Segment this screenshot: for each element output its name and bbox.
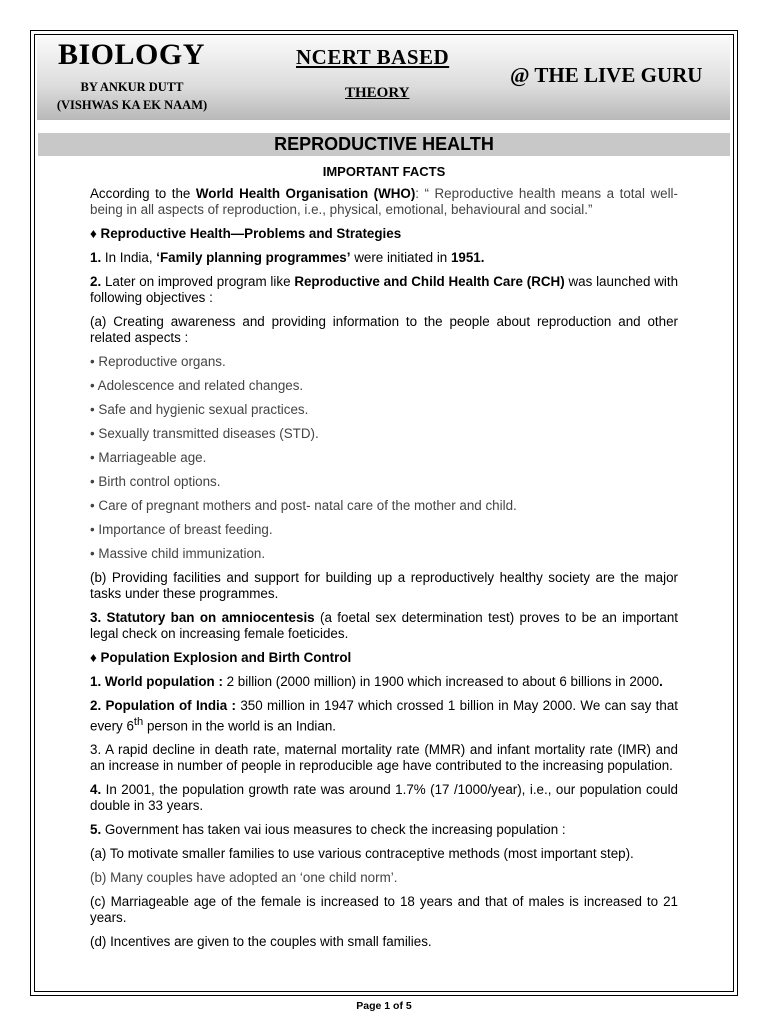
superscript: th [133,716,144,728]
point-text: 350 million in 1947 which crossed 1 billion in May 2000. We can say that every 6 [90,698,679,734]
population-point-3: 3. A rapid decline in death rate, maternal mortality rate (MMR) and infant mortality rate (IMR) and an increase in number of people in reproducible age have contributed to the increasing population. [90,742,678,774]
bullet-item: • Care of pregnant mothers and post- natal care of the mother and child. [90,498,517,513]
page-number: Page 1 of 5 [356,1000,412,1012]
point-bold: 1. World population : [90,674,223,689]
heading-population [90,650,678,666]
point-end: . [659,674,663,689]
section-heading: IMPORTANT FACTS [322,164,446,179]
bullet-item: • Marriageable age. [90,450,207,465]
point-2a: (a) Creating awareness and providing information to the people about reproduction and other related aspects : [90,314,678,345]
point-1 [90,250,678,266]
bullet-item: • Sexually transmitted diseases (STD). [90,426,319,441]
point-3 [90,610,678,642]
subject-title: BIOLOGY [58,38,205,71]
who-name: World Health Organisation (WHO) [195,186,416,201]
point-text: were initiated in [350,250,451,265]
point-text: (a foetal sex determination test) proves to be an important legal check on increasing female foeticides. [90,610,678,641]
population-point-5d: (d) Incentives are given to the couples with small families. [90,934,432,950]
population-point-5c: (c) Marriageable age of the female is increased to 18 years and that of males is increased to 21 years. [90,894,678,926]
main-content [90,186,678,958]
point-number: 4. [90,782,102,798]
bullet-item: • Importance of breast feeding. [90,522,273,537]
point-text: In India, [101,250,157,265]
point-number: 5. [90,822,102,838]
intro-prefix: According to the [90,186,196,201]
point-number: 2. [90,274,102,289]
population-point-2 [90,698,678,734]
point-year: 1951. [450,250,485,265]
page-title: REPRODUCTIVE HEALTH [274,134,494,154]
point-text: person in the world is an Indian. [143,718,337,734]
point-number: 1. [90,250,102,265]
population-point-4 [90,782,678,814]
point-bold: Reproductive and Child Health Care (RCH) [294,274,565,289]
bullet-item: • Massive child immunization. [90,546,266,561]
bullet-item: • Reproductive organs. [90,354,226,369]
bullet-item: • Adolescence and related changes. [90,378,304,393]
bullet-item: • Birth control options. [90,474,221,489]
point-2 [90,274,678,306]
population-point-5a: (a) To motivate smaller families to use various contraceptive methods (most important step). [90,846,634,862]
population-point-5 [90,822,678,838]
point-text: In 2001, the population growth rate was around 1.7% (17 /1000/year), i.e., our population could double in 33 years. [90,782,678,814]
point-2b: (b) Providing facilities and support for building up a reproductively healthy society are the major tasks under these programmes. [90,570,678,601]
heading-text: ♦ Population Explosion and Birth Control [90,650,352,665]
who-quote: : “ Reproductive health means a total well-being in all aspects of reproduction, i.e., physical, emotional, behavioural and social.” [90,186,678,217]
intro-paragraph [90,186,678,218]
point-text: was launched with following objectives : [90,274,679,305]
point-bold: 2. Population of India : [90,698,236,713]
heading-reproductive-health [90,226,678,242]
document-type: THEORY [345,85,410,101]
brand-name: @ THE LIVE GURU [510,63,703,87]
point-text: 2 billion (2000 million) in 1900 which increased to about 6 billions in 2000 [222,674,660,689]
bullet-item: • Safe and hygienic sexual practices. [90,402,309,417]
heading-text: ♦ Reproductive Health—Problems and Strategies [90,226,402,241]
tagline: (VISHWAS KA EK NAAM) [56,98,208,112]
author-line: BY ANKUR DUTT [80,80,184,94]
population-point-5b: (b) Many couples have adopted an ‘one child norm’. [90,870,398,886]
point-bold: ‘Family planning programmes’ [156,250,351,265]
point-text: Government has taken vai ious measures to check the increasing population : [101,822,566,838]
point-text: Later on improved program like [101,274,295,289]
point-bold: 3. Statutory ban on amniocentesis [90,610,315,625]
series-title: NCERT BASED [296,45,450,69]
population-point-1 [90,674,678,690]
